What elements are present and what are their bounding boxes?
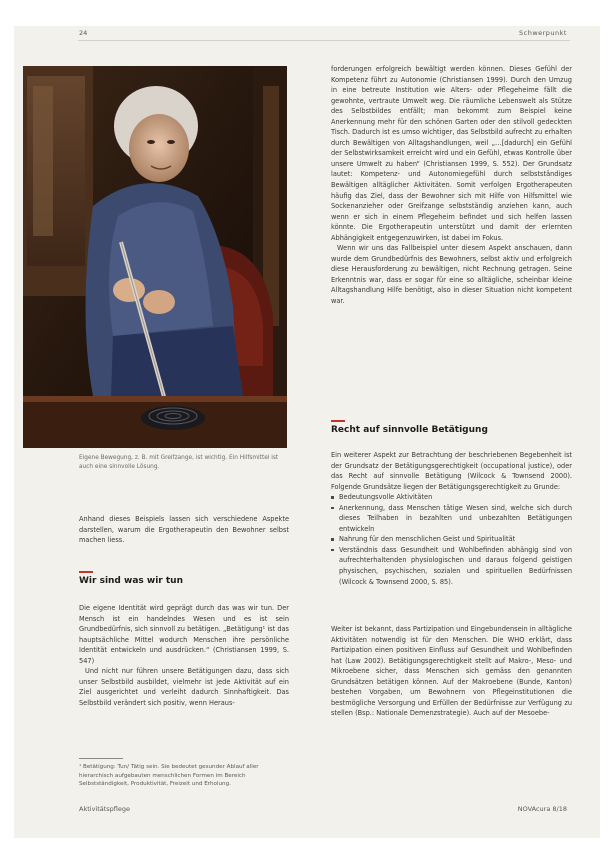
article-photo: [23, 66, 287, 448]
heading-accent-bar: [79, 571, 93, 573]
right-paragraph-2: Wenn wir uns das Fallbeispiel unter diesem Aspekt anschauen, dann wurde dem Grundbedürfnis des Bewohners, selbst aktiv und erfolgreich diese Herausforderung zu bewältigen, nicht Rechnung getragen. Seine Erkenntnis war, dass er sogar für eine so alltägliche, scheinbar kleine Alltagshandlung Hilfe benötigt, also in dieser Situation nicht kompetent war.: [331, 244, 572, 306]
right-body-bottom: [331, 624, 572, 719]
intro-text: Anhand dieses Beispiels lassen sich verschiedene Aspekte darstellen, warum die Ergotherapeutin den Bewohner selbst machen liess.: [79, 515, 289, 545]
footer-publication-section: Aktivitätspflege: [79, 805, 131, 813]
list-item: Anerkennung, dass Menschen tätige Wesen sind, welche sich durch dieses Teilhaben in bezahlten und unbezahlten Betätigungen entwickeln: [331, 503, 572, 535]
left-intro-paragraph: [79, 514, 289, 546]
body-paragraph-2: Und nicht nur führen unsere Betätigungen dazu, dass sich unser Selbstbild ausbildet, vielmehr ist jede Aktivität auf ein Ziel ausgerichtet und verleiht dadurch Sinnhaftigkeit. Das Selbstbild verändert sich positiv, wenn Heraus-: [79, 667, 289, 707]
heading-text: Recht auf sinnvolle Betätigung: [331, 424, 488, 435]
heading-accent-bar: [331, 420, 345, 422]
right-body-top: [331, 64, 572, 307]
body-paragraph-1: Die eigene Identität wird geprägt durch das was wir tun. Der Mensch ist ein handelndes Wesen und es ist sein Grundbedürfnis, sich sinnvoll zu betätigen. „Betätigung¹ ist das hauptsächliche Mittel wodurch Menschen ihre persönliche Identität entwickeln und ausdrücken.“ (Christiansen 1999, S. 547): [79, 604, 289, 665]
list-item: Verständnis dass Gesundheit und Wohlbefinden abhängig sind von aufrechterhaltenden physiologischen und daraus folgend geistigen physischen, psychischen, sozialen und spirituellen Bedürfnissen (Wilcock & Townsend 2000, S. 85).: [331, 545, 572, 587]
running-title: Schwerpunkt: [519, 29, 567, 37]
heading-text: Wir sind was wir tun: [79, 575, 183, 586]
footnote-rule: [79, 758, 123, 759]
list-item: Bedeutungsvolle Aktivitäten: [331, 492, 572, 503]
right-paragraph-4: Weiter ist bekannt, dass Partizipation und Eingebundensein in alltägliche Aktivitäten notwendig ist für den Menschen. Die WHO erklärt, dass Partizipation einen positiven Einfluss auf Gesundheit und Wohlbefinden hat (Law 2002). Betätigungsgerechtigkeit stellt auf Makro-, Meso- und Mikroebene sicher, dass Menschen sich gemäss den genannten Grundsätzen betätigen können. Auf der Makroebene (Bunde, Kanton) bestehen Vorgaben, um Bewohnern von Pflegeinstitutionen die bestmögliche Versorgung und Erfüllen der Bedürfnisse zur Verfügung zu stellen (Bsp.: Nationale Demenzstrategie). Auch auf der Mesoebe-: [331, 625, 572, 718]
section-heading-left: [79, 571, 183, 586]
right-body-middle: [331, 450, 572, 587]
principles-list: [331, 492, 572, 587]
header-rule: [78, 40, 570, 41]
footnote: ¹ Betätigung: Tun/ Tätig sein. Sie bedeutet gesunder Ablauf aller hierarchisch aufgebauten menschlichen Formen im Bereich Selbstständigkeit, Produktivität, Freizeit und Erholung.: [79, 764, 259, 788]
right-paragraph-1: forderungen erfolgreich bewältigt werden können. Dieses Gefühl der Kompetenz führt zu Autonomie (Christiansen 1999). Durch den Umzug in eine betreute Institution wie Alters- oder Pflegeheime fällt die gewohnte, vertraute Umwelt weg. Die räumliche Lebenswelt als Stütze des Selbstbildes entfällt; man bekommt zum Beispiel keine Anerkennung mehr für den schönen Garten oder den stilvoll gedeckten Tisch. Dadurch ist es umso wichtiger, das Selbstbild aufrecht zu erhalten durch Bewältigen von Alltagshandlungen, weil „…[dadurch] ein Gefühl der Selbstwirksamkeit erreicht wird und ein Gefühl, etwas Kontrolle über unsere Umwelt zu haben“ (Christiansen 1999, S. 552). Der Grundsatz lautet: Kompetenz- und Autonomiegefühl durch selbstständiges Bewältigen alltäglicher Aktivitäten. Somit verfolgen Ergotherapeuten häufig das Ziel, dass der Bewohner sich mit Hilfe von Hilfsmittel wie Sockenanzieher oder Greifzange selbstständig anziehen kann, auch wenn er sich in einem Pflegeheim befindet und sich helfen lassen könnte. Die Ergotherapeutin unterstützt und damit der erlernten Abhängigkeit entgegenzuwirken, ist dabei im Fokus.: [331, 65, 572, 242]
list-item: Nahrung für den menschlichen Geist und Spiritualität: [331, 534, 572, 545]
footer-issue: NOVAcura 8/18: [517, 805, 567, 813]
right-paragraph-3: Ein weiterer Aspekt zur Betrachtung der beschriebenen Begebenheit ist der Grundsatz der Betätigungsgerechtigkeit (occupational justice), oder das Recht auf sinnvolle Betätigung (Wilcock & Townsend 2000). Folgende Grundsätze liegen der Betätigungsgerechtigkeit zu Grunde:: [331, 451, 572, 491]
left-body: [79, 603, 289, 708]
page-number: 24: [79, 29, 88, 37]
section-heading-right: [331, 420, 488, 435]
photo-elderly-woman-with-reacher-icon: [23, 66, 287, 448]
photo-caption: Eigene Bewegung, z. B. mit Greifzange, ist wichtig. Ein Hilfsmittel ist auch eine sinnvolle Lösung.: [79, 455, 279, 470]
